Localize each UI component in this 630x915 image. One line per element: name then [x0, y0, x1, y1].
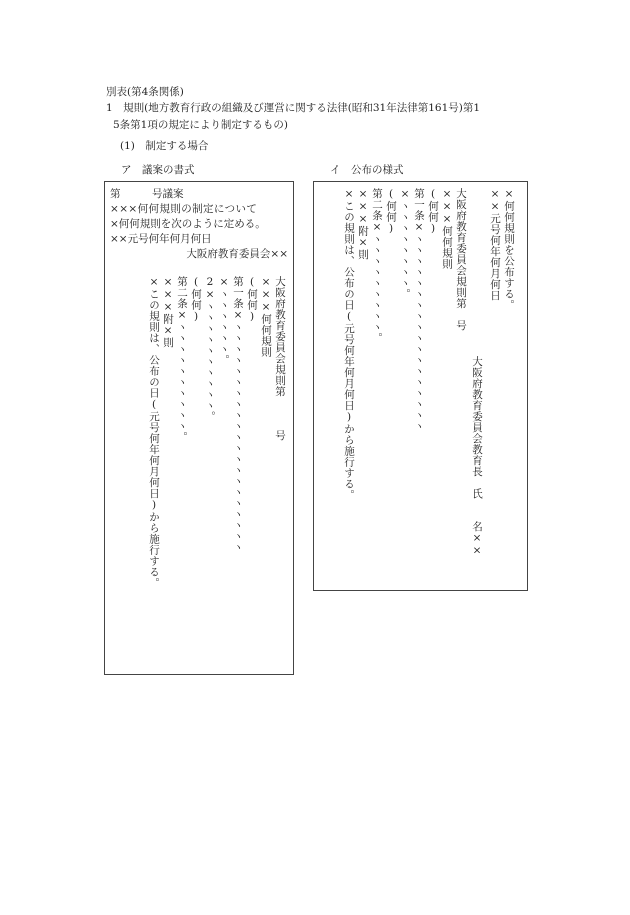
heading-promulgation-format: イ 公布の様式: [330, 164, 404, 176]
appendix-title: 別表(第4条関係): [106, 86, 184, 98]
article-2-column: 第二条×ヽヽヽヽヽヽヽヽヽヽ。: [176, 276, 188, 443]
rule-title-column: ×××何何規則: [260, 276, 272, 358]
article-1-para2-column: 2×ヽヽヽヽヽヽヽヽヽヽ。: [204, 276, 216, 422]
supplementary-provision-column: ×××附×則: [357, 188, 369, 260]
article-caption-column: (何何): [246, 276, 258, 323]
bill-enact-line: ×何何規則を次のように定める。: [110, 218, 266, 230]
promulgation-statement-column: ×何何規則を公布する。: [503, 188, 515, 311]
subsection-heading: (1) 制定する場合: [120, 140, 209, 152]
bill-subject-line: ×××何何規則の制定について: [110, 203, 258, 215]
article-1-column: 第一条×ヽヽヽヽヽヽヽヽヽヽヽヽヽヽヽヽヽヽ: [413, 188, 425, 432]
effective-date-column: ×この規則は、公布の日(元号何年何月何日)から施行する。: [343, 188, 355, 501]
bill-format-box: [104, 181, 294, 675]
rule-title-column: ×××何何規則: [441, 188, 453, 270]
article-caption-column: (何何): [427, 188, 439, 235]
article-1-cont-column: ×ヽヽヽヽヽヽヽヽ。: [399, 188, 411, 300]
heading-bill-format: ア 議案の書式: [121, 164, 195, 176]
rule-number-column: 大阪府教育委員会規則第 号: [455, 188, 467, 331]
superintendent-signature-column: 大阪府教育委員会教育長 氏 名××: [471, 356, 483, 557]
article-1-cont-column: ×ヽヽヽヽヽヽ。: [218, 276, 230, 366]
article-caption-column: (何何): [190, 276, 202, 323]
bill-number-line: 第 号議案: [110, 188, 184, 200]
promulgation-date-column: ××元号何年何月何日: [489, 188, 501, 301]
article-1-column: 第一条×ヽヽヽヽヽヽヽヽヽヽヽヽヽヽヽヽヽヽヽヽヽ: [232, 276, 244, 553]
bill-date-line: ××元号何年何月何日: [110, 233, 212, 245]
article-2-column: 第二条×ヽヽヽヽヽヽヽヽヽ。: [371, 188, 383, 344]
bill-submitter-line: 大阪府教育委員会××: [186, 248, 288, 260]
promulgation-format-box: [313, 181, 528, 591]
effective-date-column: ×この規則は、公布の日(元号何年何月何日)から施行する。: [148, 276, 160, 589]
section-1-line1: 1 規則(地方教育行政の組織及び運営に関する法律(昭和31年法律第161号)第1: [106, 102, 481, 114]
supplementary-provision-column: ×××附×則: [162, 276, 174, 348]
section-1-line2: 5条第1項の規定により制定するもの): [113, 119, 288, 131]
article-caption-column: (何何): [385, 188, 397, 235]
rule-number-column: 大阪府教育委員会規則第 号: [274, 276, 286, 441]
